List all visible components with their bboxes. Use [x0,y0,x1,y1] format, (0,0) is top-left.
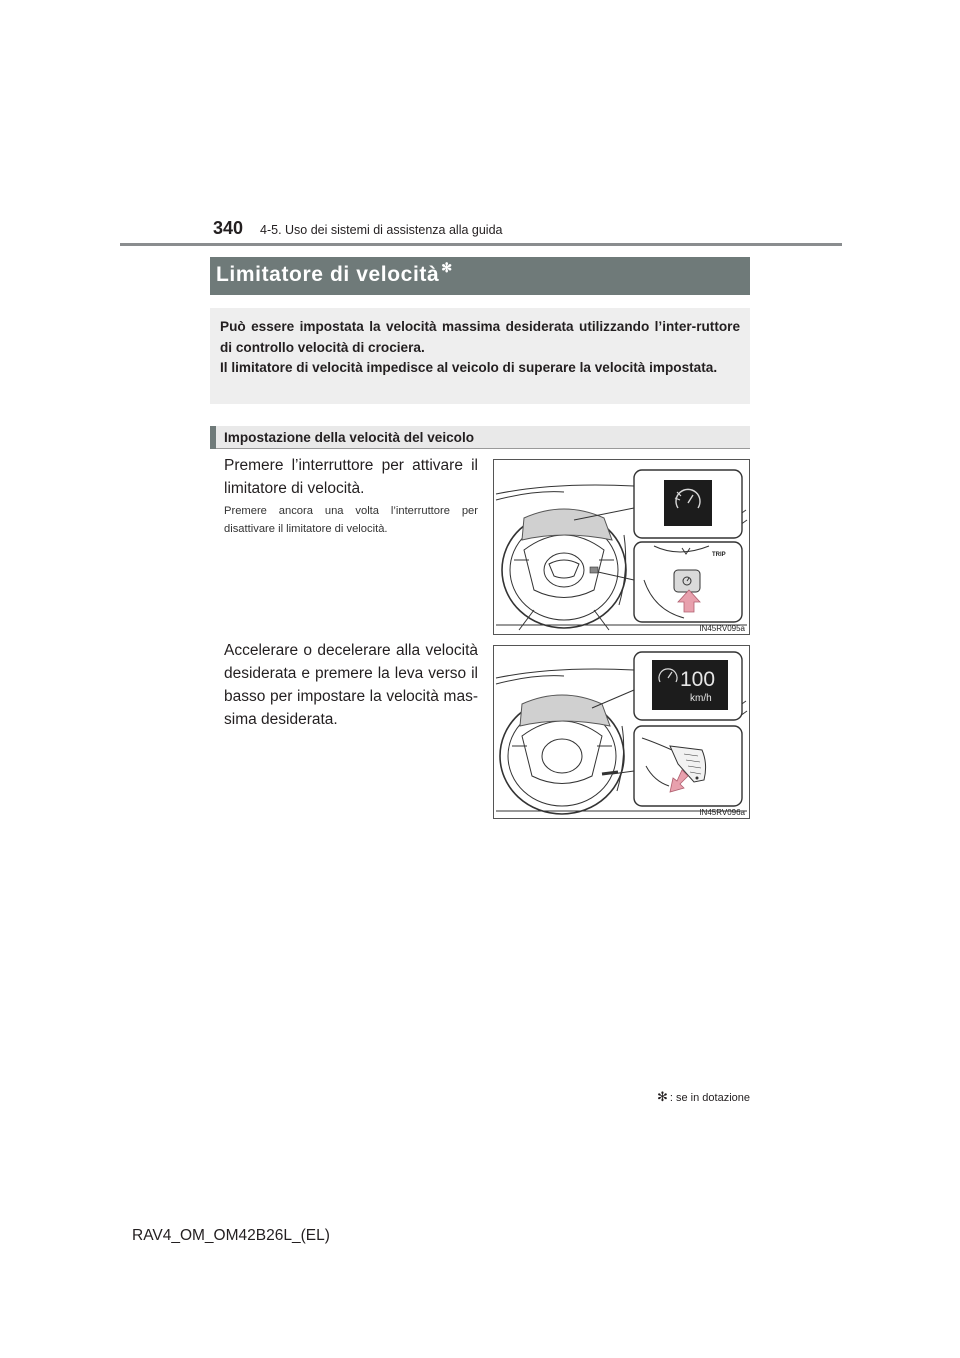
intro-line: Il limitatore di velocità impedisce al veicolo di superare la velocità impostata. [220,360,718,375]
intro-text [220,317,740,379]
page-title [216,260,453,287]
footnote-text: : se in dotazione [669,1092,750,1104]
trip-label: TRIP [712,552,726,558]
document-code: RAV4_OM_OM42B26L_(EL) [132,1227,330,1244]
intro-line: Può essere impostata la velocità massima desiderata utilizzando l’inter-ruttore di controllo velocità di crociera. [220,319,740,355]
speed-unit: km/h [690,693,712,704]
subsection-title: Impostazione della velocità del veicolo [224,430,475,445]
subsection-accent [210,426,216,449]
figure-lever-push [493,645,750,819]
header-divider [120,243,842,246]
figure-code: IN45RV095a [699,624,745,633]
page-number: 340 [213,218,244,238]
step-2-text: Accelerare o decelerare alla velocità desiderata e premere la leva verso il basso per impostare la velocità mas-sima desiderata. [224,642,478,728]
speed-value: 100 [680,668,716,691]
figure-steering-switch [493,459,750,635]
step-1-note: Premere ancora una volta l’interruttore per disattivare il limitatore di velocità. [224,505,478,535]
step-1-text: Premere l’interruttore per attivare il limitatore di velocità. [224,457,478,497]
optional-equipment-marker: ✻ [441,260,453,275]
figure-code: IN45RV096a [699,808,745,817]
page-title-text: Limitatore di velocità [216,263,440,286]
footnote-marker: ✻ [656,1089,668,1104]
section-heading: 4-5. Uso dei sistemi di assistenza alla guida [260,223,503,237]
steering-wheel-lever-illustration [494,646,749,818]
steering-wheel-switch-illustration [494,460,749,634]
footnote [657,1089,750,1105]
